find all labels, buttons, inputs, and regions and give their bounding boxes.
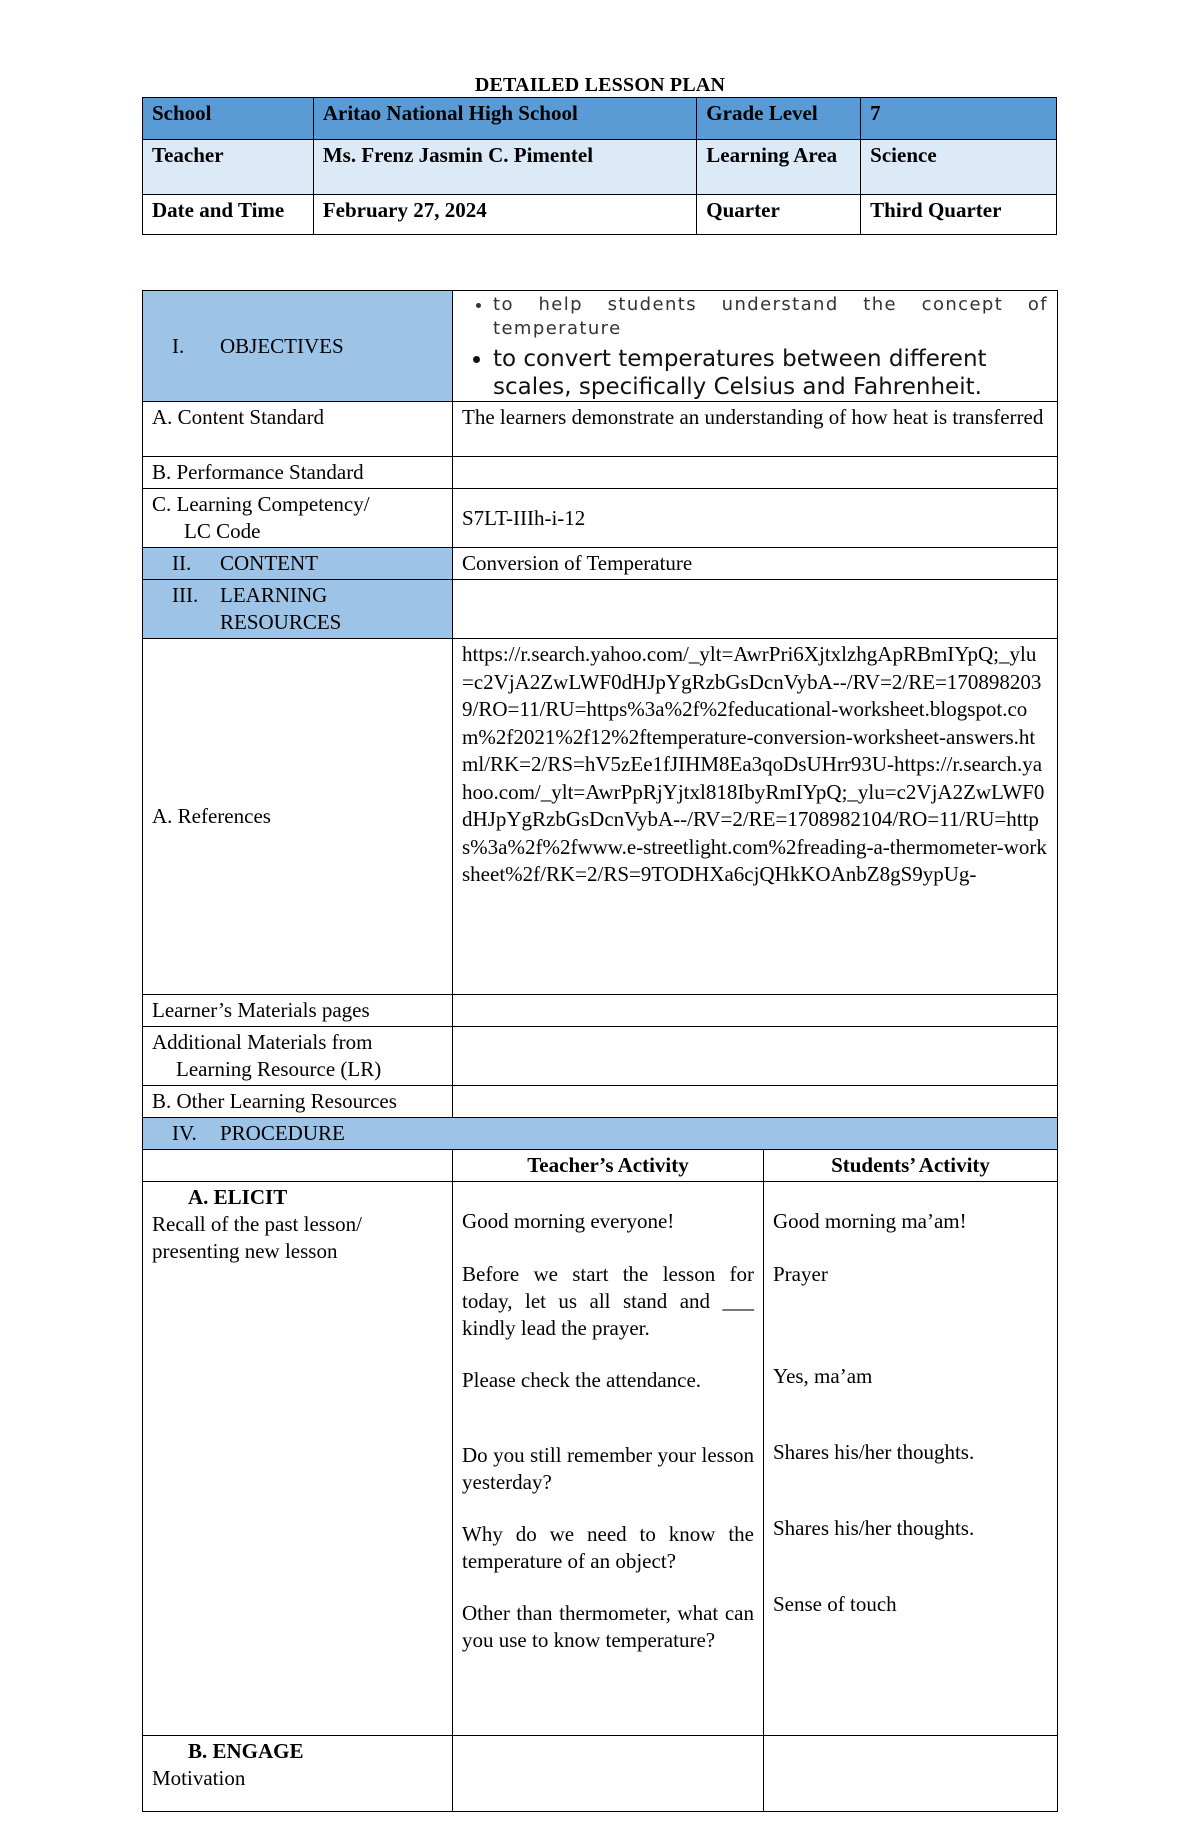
references-label: A. References	[143, 639, 453, 995]
content-standard-label: A. Content Standard	[143, 402, 453, 457]
objectives-heading	[143, 291, 453, 402]
lesson-plan-table	[142, 290, 1058, 1812]
competency-label-line: C. Learning Competency/	[152, 492, 370, 516]
content-label: CONTENT	[220, 551, 318, 575]
learners-materials-value	[453, 995, 1058, 1027]
student-line: Prayer	[773, 1262, 828, 1286]
student-line: Shares his/her thoughts.	[773, 1516, 975, 1540]
date-label: Date and Time	[143, 195, 314, 235]
objectives-numeral: I.	[172, 333, 185, 358]
school-label: School	[143, 98, 314, 140]
resources-numeral: III.	[172, 583, 199, 607]
student-line: Good morning ma’am!	[773, 1209, 967, 1233]
student-line: Sense of touch	[773, 1592, 897, 1616]
student-activity-header: Students’ Activity	[764, 1150, 1058, 1182]
grade-level-label: Grade Level	[697, 98, 861, 140]
header-table	[142, 97, 1057, 235]
teacher-value: Ms. Frenz Jasmin C. Pimentel	[313, 140, 696, 195]
teacher-line: Why do we need to know the temperature of an object?	[462, 1522, 754, 1573]
engage-cell	[143, 1736, 453, 1812]
objective-item: • to help students understand the concept of temperature	[493, 291, 1048, 341]
teacher-activity-cell	[453, 1182, 764, 1736]
date-value: February 27, 2024	[313, 195, 696, 235]
content-standard-value: The learners demonstrate an understanding of how heat is transferred	[453, 402, 1058, 457]
student-activity-cell	[764, 1182, 1058, 1736]
elicit-subheading: Recall of the past lesson/ presenting new lesson	[152, 1212, 362, 1263]
content-value: Conversion of Temperature	[453, 548, 1058, 580]
procedure-heading	[143, 1118, 1058, 1150]
elicit-cell	[143, 1182, 453, 1736]
student-line: Shares his/her thoughts.	[773, 1440, 975, 1464]
grade-level-value: 7	[861, 98, 1057, 140]
additional-materials-line: Learning Resource (LR)	[176, 1057, 382, 1081]
competency-label	[143, 489, 453, 548]
page-title: DETAILED LESSON PLAN	[474, 74, 726, 96]
competency-value: S7LT-IIIh-i-12	[453, 489, 1058, 548]
teacher-line: Do you still remember your lesson yesterday?	[462, 1443, 754, 1494]
learning-area-value: Science	[861, 140, 1057, 195]
elicit-heading: A. ELICIT	[188, 1185, 288, 1209]
quarter-label: Quarter	[697, 195, 861, 235]
learning-resources-heading	[143, 580, 453, 639]
learners-materials-label: Learner’s Materials pages	[143, 995, 453, 1027]
content-numeral: II.	[172, 551, 192, 575]
performance-standard-value	[453, 457, 1058, 489]
student-line: Yes, ma’am	[773, 1364, 873, 1388]
teacher-line: Other than thermometer, what can you use to know temperature?	[462, 1601, 754, 1652]
additional-materials-label	[143, 1027, 453, 1086]
quarter-value: Third Quarter	[861, 195, 1057, 235]
resources-label: LEARNING RESOURCES	[220, 583, 342, 634]
objective-item: • to convert temperatures between different scales, specifically Celsius and Fahrenheit.	[493, 341, 1048, 401]
additional-materials-line: Additional Materials from	[152, 1030, 373, 1054]
procedure-label: PROCEDURE	[220, 1121, 345, 1145]
engage-heading: B. ENGAGE	[188, 1739, 304, 1763]
other-resources-label: B. Other Learning Resources	[143, 1086, 453, 1118]
competency-label-line: LC Code	[184, 519, 261, 543]
content-heading	[143, 548, 453, 580]
objectives-list	[453, 291, 1058, 402]
additional-materials-value	[453, 1027, 1058, 1086]
other-resources-value	[453, 1086, 1058, 1118]
objectives-label: OBJECTIVES	[220, 333, 344, 358]
references-value: https://r.search.yahoo.com/_ylt=AwrPri6XjtxlzhgApRBmIYpQ;_ylu=c2VjA2ZwLWF0dHJpYgRzbGsDcnVybA--/RV=2/RE=1708982039/RO=11/RU=https%3a%2f%2feducational-worksheet.blogspot.com%2f2021%2f12%2ftemperature-conversion-worksheet-answers.html/RK=2/RS=hV5zEe1fJIHM8Ea3qoDsUHrr93U-https://r.search.yahoo.com/_ylt=AwrPpRjYjtxl818IbyRmIYpQ;_ylu=c2VjA2ZwLWF0dHJpYgRzbGsDcnVybA--/RV=2/RE=1708982104/RO=11/RU=https%3a%2f%2fwww.e-streetlight.com%2freading-a-thermometer-worksheet%2f/RK=2/RS=9TODHXa6cjQHkKOAnbZ8gS9ypUg-	[453, 639, 1058, 995]
teacher-line: Before we start the lesson for today, let us all stand and ___ kindly lead the prayer.	[462, 1262, 754, 1340]
teacher-line: Please check the attendance.	[462, 1368, 702, 1392]
teacher-activity-header: Teacher’s Activity	[453, 1150, 764, 1182]
learning-area-label: Learning Area	[697, 140, 861, 195]
teacher-line: Good morning everyone!	[462, 1209, 675, 1233]
school-value: Aritao National High School	[313, 98, 696, 140]
teacher-label: Teacher	[143, 140, 314, 195]
procedure-numeral: IV.	[172, 1121, 197, 1145]
engage-subheading: Motivation	[152, 1766, 246, 1790]
performance-standard-label: B. Performance Standard	[143, 457, 453, 489]
